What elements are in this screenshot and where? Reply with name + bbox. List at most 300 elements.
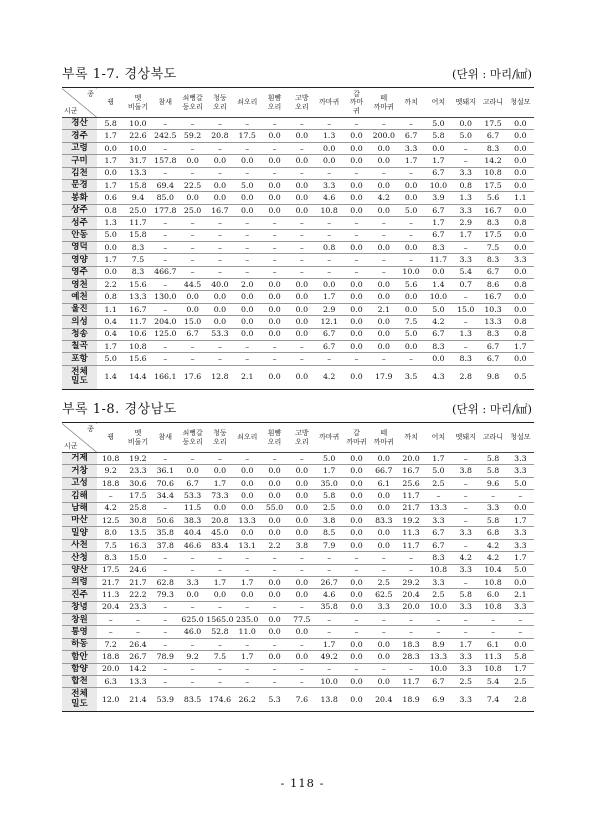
density-cell: 2.5	[432, 590, 445, 600]
density-cell: 70.6	[156, 478, 174, 488]
density-cell: –	[299, 341, 304, 351]
density-cell: 2.9	[322, 304, 336, 314]
density-cell: –	[354, 354, 359, 364]
density-cell: 6.7	[432, 540, 445, 550]
density-cell: 0.0	[377, 205, 390, 215]
density-cell: 6.3	[104, 676, 117, 686]
density-cell: –	[163, 168, 168, 178]
density-cell: –	[163, 639, 168, 649]
region-name: 경산	[62, 118, 97, 130]
density-cell: 5.6	[486, 193, 500, 203]
table-row	[62, 651, 534, 663]
density-cell: 3.3	[322, 180, 336, 190]
density-cell: 21.7	[402, 503, 420, 513]
density-cell: 0.0	[514, 180, 527, 190]
species-header: 참새	[158, 98, 173, 107]
density-cell: 10.3	[484, 304, 502, 314]
density-cell: –	[299, 354, 304, 364]
density-cell: 1.7	[459, 639, 472, 649]
density-cell: 0.0	[295, 490, 309, 500]
density-cell: 0.0	[377, 155, 390, 165]
density-cell: –	[272, 168, 277, 178]
density-cell: 0.8	[514, 279, 527, 289]
species-header: 쇠오리	[237, 433, 258, 442]
density-cell: –	[463, 155, 468, 165]
density-cell: –	[299, 267, 304, 277]
density-cell: 0.0	[268, 590, 281, 600]
density-cell: –	[217, 267, 222, 277]
density-cell: 11.5	[183, 503, 202, 513]
density-cell: 0.0	[268, 292, 281, 302]
region-name: 구미	[62, 155, 97, 167]
density-cell: 5.0	[404, 205, 418, 215]
density-cell: 5.0	[404, 329, 418, 339]
density-cell: 235.0	[236, 614, 259, 624]
density-cell: 85.0	[156, 193, 174, 203]
density-cell: 0.0	[377, 279, 390, 289]
density-cell: –	[272, 230, 277, 240]
density-cell: 1.1	[104, 304, 117, 314]
species-header: 쇠오리	[237, 98, 258, 107]
density-cell: 6.7	[486, 267, 500, 277]
density-cell: 0.0	[377, 341, 390, 351]
density-cell: –	[299, 255, 304, 265]
density-cell: 0.0	[377, 503, 390, 513]
density-cell: –	[381, 627, 386, 637]
density-cell: 5.0	[514, 565, 527, 575]
density-cell: 66.7	[375, 466, 393, 476]
density-cell: 0.0	[268, 131, 281, 141]
density-cell: 2.5	[322, 503, 336, 513]
density-cell: 18.8	[101, 652, 120, 662]
total-cell: 7.6	[295, 695, 309, 705]
density-cell: –	[217, 118, 222, 128]
table-row	[62, 155, 534, 167]
density-cell: 3.3	[459, 528, 472, 538]
density-cell: 6.7	[432, 528, 445, 538]
density-cell: –	[381, 118, 386, 128]
table-row	[62, 477, 534, 489]
density-cell: 3.8	[459, 466, 472, 476]
density-cell: –	[463, 341, 468, 351]
total-cell: 1.4	[104, 372, 117, 382]
density-cell: 50.6	[156, 515, 174, 525]
density-cell: 4.2	[104, 503, 117, 513]
table-row	[62, 527, 534, 539]
density-cell: 0.8	[514, 329, 527, 339]
density-cell: 0.0	[241, 205, 254, 215]
density-cell: 36.1	[156, 466, 174, 476]
density-cell: 10.8	[484, 664, 502, 674]
density-cell: 53.3	[211, 329, 229, 339]
density-cell: 29.2	[402, 577, 420, 587]
density-cell: –	[163, 627, 168, 637]
density-cell: 1.7	[104, 255, 117, 265]
density-cell: 22.5	[183, 180, 202, 190]
density-cell: –	[463, 317, 468, 327]
density-cell: 8.6	[486, 279, 500, 289]
region-name: 진주	[62, 589, 97, 601]
table-row	[62, 663, 534, 675]
density-cell: 0.7	[459, 279, 472, 289]
density-cell: –	[436, 614, 441, 624]
density-cell: 3.3	[432, 577, 445, 587]
density-cell: –	[381, 614, 386, 624]
density-cell: 0.0	[268, 490, 281, 500]
density-cell: 49.2	[320, 652, 338, 662]
species-header: 흰뺨 오리	[267, 94, 282, 111]
density-cell: 0.0	[295, 503, 309, 513]
density-cell: 9.6	[486, 478, 500, 488]
total-cell: 2.8	[459, 372, 472, 382]
density-cell: 10.6	[129, 329, 147, 339]
density-cell: 3.3	[459, 602, 472, 612]
density-cell: 26.7	[129, 652, 147, 662]
density-cell: –	[217, 354, 222, 364]
density-cell: 0.0	[432, 143, 445, 153]
density-cell: –	[245, 267, 250, 277]
density-cell: –	[190, 118, 195, 128]
density-cell: 0.0	[350, 590, 363, 600]
density-cell: 0.0	[186, 193, 199, 203]
density-cell: –	[491, 614, 495, 624]
density-cell: 0.0	[268, 180, 281, 190]
density-cell: –	[327, 168, 332, 178]
density-cell: 0.0	[404, 193, 418, 203]
density-cell: 53.3	[183, 490, 202, 500]
density-cell: 3.3	[459, 168, 472, 178]
density-cell: 0.0	[104, 242, 117, 252]
density-cell: 0.0	[213, 466, 227, 476]
table-row	[62, 539, 534, 551]
density-cell: 2.9	[459, 217, 472, 227]
density-cell: 26.4	[129, 639, 147, 649]
density-cell: –	[136, 614, 140, 624]
density-cell: 2.5	[432, 478, 445, 488]
density-cell: 8.3	[104, 552, 117, 562]
density-cell: 0.0	[350, 155, 363, 165]
density-cell: 0.0	[350, 577, 363, 587]
density-cell: 83.3	[375, 515, 393, 525]
density-cell: –	[299, 230, 304, 240]
density-cell: 44.5	[183, 279, 202, 289]
density-table	[62, 422, 534, 712]
density-cell: 6.0	[486, 590, 500, 600]
total-cell: 0.5	[514, 372, 527, 382]
density-cell: –	[436, 490, 441, 500]
density-cell: –	[163, 118, 168, 128]
density-cell: 2.0	[241, 279, 254, 289]
density-cell: 0.6	[104, 193, 117, 203]
density-cell: 1.3	[322, 131, 336, 141]
density-cell: 1.7	[432, 155, 445, 165]
density-cell: –	[163, 664, 168, 674]
density-cell: 35.0	[320, 478, 338, 488]
density-cell: 16.7	[484, 205, 502, 215]
density-cell: 30.8	[129, 515, 147, 525]
density-cell: –	[327, 217, 332, 227]
density-cell: 1.7	[322, 292, 336, 302]
region-name: 고령	[62, 142, 97, 154]
density-cell: 1.7	[322, 639, 336, 649]
density-cell: 0.0	[350, 242, 363, 252]
density-cell: 14.2	[129, 664, 147, 674]
density-cell: 3.3	[459, 652, 472, 662]
density-cell: 1.7	[459, 230, 472, 240]
species-header: 꿩	[107, 98, 115, 107]
density-cell: –	[108, 490, 113, 500]
table-row	[62, 341, 534, 353]
density-cell: 3.3	[459, 664, 472, 674]
density-cell: 0.0	[350, 453, 363, 463]
species-header: 멧돼지	[455, 98, 476, 107]
species-header: 까마귀	[319, 98, 340, 107]
density-cell: 73.3	[211, 490, 229, 500]
density-cell: 0.0	[377, 540, 390, 550]
total-cell: 2.1	[241, 372, 254, 382]
density-cell: 5.0	[322, 453, 336, 463]
density-cell: 0.0	[350, 652, 363, 662]
species-header: 청둥 오리	[213, 429, 227, 446]
total-cell: 166.1	[154, 372, 177, 382]
density-cell: –	[272, 341, 277, 351]
density-cell: –	[272, 664, 277, 674]
total-cell: 0.0	[350, 695, 363, 705]
density-cell: –	[245, 453, 250, 463]
density-cell: –	[190, 565, 195, 575]
density-cell: 3.3	[432, 515, 445, 525]
density-cell: –	[245, 168, 250, 178]
table-row	[62, 601, 534, 613]
density-cell: 0.0	[295, 515, 309, 525]
density-cell: 52.8	[211, 627, 229, 637]
density-cell: 20.8	[211, 131, 229, 141]
density-cell: –	[491, 490, 495, 500]
density-cell: 5.0	[459, 131, 472, 141]
unit-label: (단위 : 마리/㎢)	[452, 402, 532, 416]
table-row	[62, 676, 534, 688]
density-cell: 0.0	[350, 490, 363, 500]
density-cell: 0.0	[186, 466, 199, 476]
density-cell: 0.8	[459, 180, 472, 190]
density-cell: –	[163, 602, 168, 612]
density-cell: 8.0	[104, 528, 117, 538]
density-cell: 2.5	[377, 577, 390, 587]
density-cell: 14.2	[484, 155, 502, 165]
total-cell: 21.4	[129, 695, 147, 705]
density-cell: 0.0	[514, 304, 527, 314]
density-cell: –	[217, 664, 222, 674]
density-cell: 11.3	[101, 590, 120, 600]
region-name: 영주	[62, 266, 97, 278]
density-cell: 6.1	[486, 639, 500, 649]
density-cell: 0.0	[241, 292, 254, 302]
species-header: 꿩	[107, 433, 115, 442]
density-cell: –	[108, 614, 113, 624]
density-cell: –	[190, 230, 195, 240]
density-cell: 26.7	[320, 577, 338, 587]
corner-species-label: 종	[87, 425, 94, 433]
density-cell: –	[190, 267, 195, 277]
density-cell: 30.6	[129, 478, 147, 488]
density-cell: –	[163, 255, 168, 265]
table-row	[62, 130, 534, 142]
density-cell: 8.5	[322, 528, 336, 538]
density-cell: –	[409, 627, 414, 637]
density-cell: 0.0	[432, 267, 445, 277]
density-cell: 1.7	[104, 131, 117, 141]
density-cell: 6.7	[322, 341, 336, 351]
density-cell: –	[299, 664, 304, 674]
species-header: 어치	[431, 433, 446, 442]
density-cell: 19.2	[129, 453, 147, 463]
density-cell: 0.8	[514, 217, 527, 227]
density-cell: –	[299, 639, 304, 649]
density-cell: –	[217, 217, 222, 227]
density-cell: –	[327, 664, 332, 674]
density-cell: 10.8	[484, 602, 502, 612]
density-cell: –	[299, 168, 304, 178]
density-cell: 0.0	[404, 242, 418, 252]
density-cell: 34.4	[156, 490, 174, 500]
density-cell: –	[354, 168, 359, 178]
density-cell: 20.0	[402, 602, 420, 612]
density-cell: 6.7	[432, 205, 445, 215]
density-cell: 4.6	[322, 193, 336, 203]
species-header: 떼 까마귀	[373, 94, 394, 111]
density-cell: 10.8	[101, 453, 120, 463]
density-cell: 17.5	[101, 565, 120, 575]
region-name: 남해	[62, 502, 97, 514]
total-cell: 4.3	[432, 372, 445, 382]
density-cell: 13.3	[129, 676, 147, 686]
density-cell: 2.5	[514, 676, 527, 686]
density-cell: 15.6	[129, 354, 147, 364]
density-cell: 466.7	[154, 267, 177, 277]
density-cell: –	[217, 168, 222, 178]
density-cell: 0.0	[268, 577, 281, 587]
density-cell: –	[245, 217, 250, 227]
density-cell: 0.0	[104, 143, 117, 153]
density-table	[62, 87, 534, 390]
density-cell: 0.0	[514, 292, 527, 302]
density-cell: –	[409, 217, 414, 227]
density-cell: 4.2	[486, 552, 500, 562]
density-cell: 3.8	[322, 515, 336, 525]
density-cell: 6.7	[322, 329, 336, 339]
table-row	[62, 217, 534, 229]
density-cell: 0.0	[295, 292, 309, 302]
density-cell: 10.8	[429, 565, 448, 575]
species-header: 고방 오리	[295, 429, 309, 446]
density-cell: –	[272, 676, 277, 686]
density-cell: –	[299, 242, 304, 252]
density-cell: 23.3	[129, 602, 147, 612]
total-cell: 5.3	[268, 695, 281, 705]
density-cell: 7.5	[486, 242, 500, 252]
density-cell: –	[163, 453, 168, 463]
density-cell: 0.0	[268, 155, 281, 165]
density-cell: 6.7	[186, 478, 199, 488]
density-cell: –	[299, 217, 304, 227]
density-cell: 15.8	[129, 230, 147, 240]
density-cell: –	[190, 217, 195, 227]
region-name: 영천	[62, 279, 97, 291]
density-cell: –	[409, 118, 414, 128]
density-cell: 7.2	[104, 639, 117, 649]
region-name: 함안	[62, 651, 97, 663]
density-cell: 1.7	[213, 577, 227, 587]
density-cell: –	[163, 279, 168, 289]
total-cell: 17.9	[375, 372, 393, 382]
density-cell: –	[163, 230, 168, 240]
density-cell: 0.0	[514, 230, 527, 240]
species-header: 청설모	[510, 433, 531, 442]
region-name: 문경	[62, 179, 97, 191]
density-cell: –	[245, 565, 250, 575]
species-header: 고라니	[482, 98, 504, 107]
table-row	[62, 279, 534, 291]
total-cell: 0.0	[295, 372, 309, 382]
density-cell: 7.5	[213, 652, 227, 662]
density-cell: 3.3	[486, 503, 500, 513]
density-cell: –	[463, 627, 468, 637]
species-header: 까마귀	[319, 433, 340, 442]
region-name: 의령	[62, 576, 97, 588]
total-row	[62, 365, 534, 389]
density-cell: 5.0	[432, 118, 445, 128]
region-name: 영양	[62, 254, 97, 266]
total-cell: 0.0	[350, 372, 363, 382]
density-cell: 1.7	[213, 478, 227, 488]
density-cell: –	[327, 614, 332, 624]
density-cell: –	[217, 552, 222, 562]
density-cell: 4.6	[322, 590, 336, 600]
density-cell: 4.2	[459, 552, 472, 562]
density-cell: –	[190, 453, 195, 463]
density-cell: –	[163, 552, 168, 562]
density-cell: –	[190, 602, 195, 612]
species-header: 까치	[404, 98, 418, 107]
density-cell: 7.5	[104, 540, 117, 550]
density-cell: –	[381, 168, 386, 178]
density-cell: 17.5	[484, 230, 502, 240]
density-cell: –	[518, 627, 523, 637]
density-cell: 79.3	[156, 590, 174, 600]
density-cell: –	[327, 565, 332, 575]
density-cell: –	[463, 242, 468, 252]
density-cell: 0.0	[295, 627, 309, 637]
density-cell: 0.0	[295, 577, 309, 587]
density-cell: 8.3	[131, 242, 145, 252]
density-cell: 1.3	[104, 217, 117, 227]
density-cell: 0.0	[514, 639, 527, 649]
table-row	[62, 589, 534, 601]
density-cell: –	[463, 478, 468, 488]
density-cell: 6.7	[186, 329, 199, 339]
density-cell: 8.9	[432, 639, 445, 649]
density-cell: 0.0	[295, 205, 309, 215]
density-cell: –	[354, 230, 359, 240]
density-cell: 16.7	[484, 292, 502, 302]
density-cell: 25.6	[402, 478, 420, 488]
density-cell: 1.7	[104, 341, 117, 351]
table-row	[62, 118, 534, 130]
region-name: 울진	[62, 303, 97, 315]
density-cell: –	[163, 217, 168, 227]
region-name: 거창	[62, 465, 97, 477]
density-cell: 5.8	[459, 590, 472, 600]
